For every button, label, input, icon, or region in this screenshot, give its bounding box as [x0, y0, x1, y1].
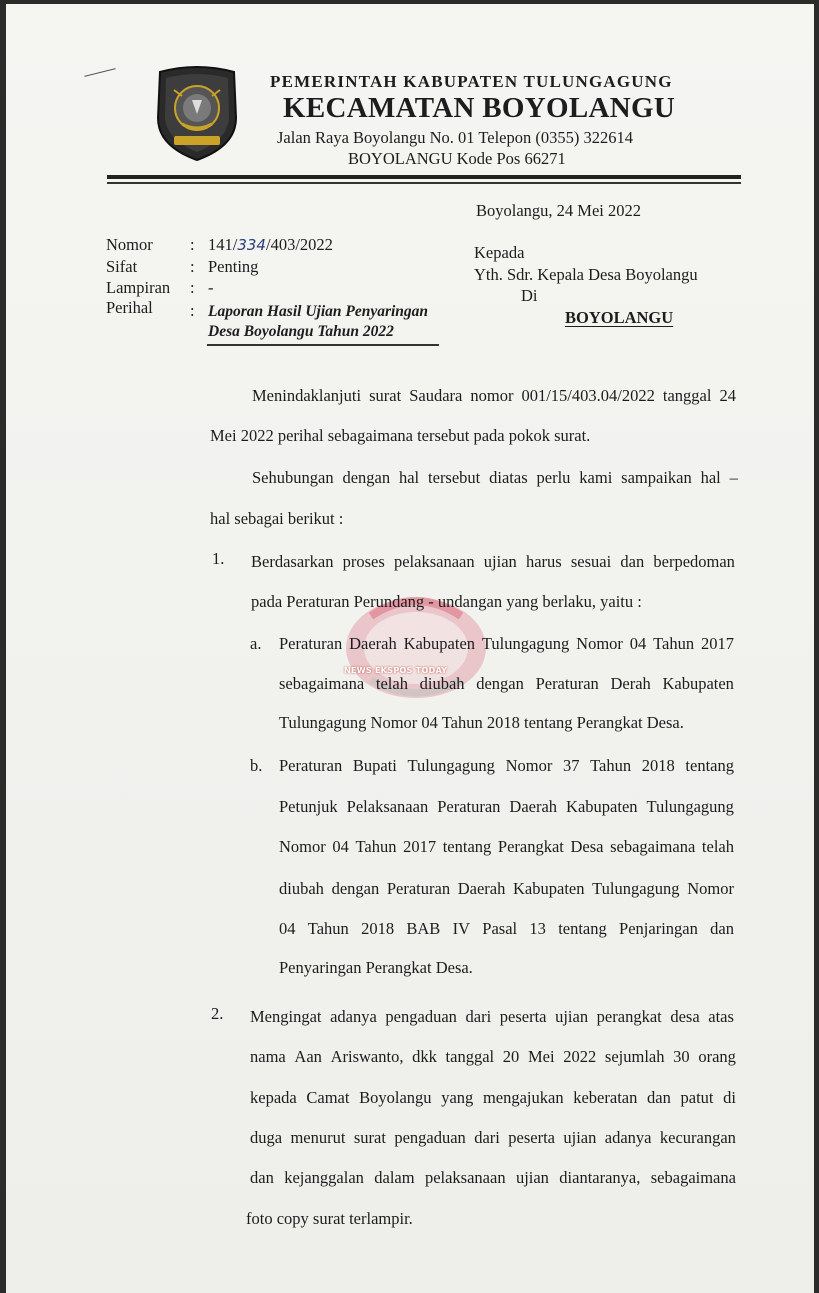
- word: 37: [562, 756, 580, 775]
- word: atas: [708, 1007, 734, 1026]
- word: 2017: [700, 634, 734, 653]
- word: Berdasarkan: [251, 552, 334, 571]
- sub-item-letter: a.: [250, 634, 262, 653]
- word: Boyolangu: [359, 1088, 432, 1107]
- word: nomor: [470, 386, 514, 405]
- letterhead-divider: [107, 175, 741, 179]
- word: Peraturan: [279, 756, 343, 775]
- word: telah: [375, 674, 408, 693]
- word: Petunjuk: [279, 797, 338, 816]
- perihal-line-2: Desa Boyolangu Tahun 2022: [208, 323, 394, 340]
- word: kecurangan: [659, 1128, 736, 1147]
- word: –: [729, 468, 738, 487]
- word: dan: [710, 919, 734, 938]
- word: Kabupaten: [403, 634, 476, 653]
- item-number: 1.: [212, 549, 225, 568]
- nomor-prefix: 141/: [208, 235, 238, 254]
- word: 001/15/403.04/2022: [521, 386, 655, 405]
- word: Tahun: [590, 756, 632, 775]
- word: ujian: [563, 1128, 597, 1147]
- word: Tulungagung: [646, 797, 734, 816]
- item2-line5: [250, 1168, 736, 1188]
- word: dengan: [331, 879, 380, 898]
- word: Peraturan: [437, 797, 501, 816]
- word: 13: [529, 919, 546, 938]
- b-line1: [279, 756, 734, 776]
- word: 30: [673, 1047, 690, 1066]
- nomor-handwritten: 334: [237, 236, 266, 254]
- word: tentang: [442, 837, 492, 856]
- word: sesuai: [570, 552, 612, 571]
- word: desa: [670, 1007, 700, 1026]
- watermark-text: NEWS EKSPOS TODAY: [344, 666, 448, 675]
- word: yang: [441, 1088, 474, 1107]
- word: diantaranya,: [559, 1168, 641, 1187]
- word: Nomor: [576, 634, 623, 653]
- word: dan: [647, 1088, 671, 1107]
- word: Kabupaten: [513, 879, 585, 898]
- word: 20: [502, 1047, 520, 1066]
- b-line6: Penyaringan Perangkat Desa.: [279, 958, 473, 977]
- sifat-label: Sifat: [106, 257, 138, 276]
- b-line2: [279, 797, 734, 817]
- word: 2018: [641, 756, 675, 775]
- word: tanggal: [662, 386, 712, 405]
- b-line4: [279, 879, 734, 899]
- word: dan: [250, 1168, 274, 1187]
- word: ujian: [515, 1168, 549, 1187]
- word: Aan: [294, 1047, 322, 1066]
- colon: :: [190, 278, 195, 297]
- word: ujian: [555, 1007, 589, 1026]
- word: 24: [719, 386, 736, 405]
- word: Desa: [570, 837, 604, 856]
- perihal-underline: [207, 344, 439, 346]
- word: patut: [680, 1088, 714, 1107]
- word: 04: [629, 634, 647, 653]
- word: dengan: [476, 674, 524, 693]
- word: dari: [465, 1007, 492, 1026]
- word: Tulungagung: [592, 879, 680, 898]
- word: diatas: [489, 468, 528, 487]
- word: pelaksanaan: [424, 1168, 506, 1187]
- office-address: Jalan Raya Boyolangu No. 01 Telepon (0355) 322614: [277, 128, 633, 147]
- word: nama: [250, 1047, 286, 1066]
- word: perangkat: [596, 1007, 662, 1026]
- word: sebagaimana: [650, 1168, 736, 1187]
- word: mengajukan: [482, 1088, 564, 1107]
- word: proses: [342, 552, 385, 571]
- place-date: Boyolangu, 24 Mei 2022: [476, 201, 641, 220]
- word: sebagaimana: [610, 837, 696, 856]
- word: tersebut: [428, 468, 481, 487]
- item1-line1: [251, 552, 735, 572]
- word: peserta: [508, 1128, 555, 1147]
- word: tentang: [558, 919, 607, 938]
- word: dan: [620, 552, 645, 571]
- word: Saudara: [409, 386, 463, 405]
- para1-line1: [252, 386, 736, 406]
- word: duga: [250, 1128, 283, 1147]
- word: Sehubungan: [252, 468, 334, 487]
- nomor-value: [208, 235, 333, 255]
- word: tentang: [685, 756, 734, 775]
- recipient-place: BOYOLANGU: [565, 308, 674, 327]
- word: 2018: [361, 919, 395, 938]
- word: peserta: [499, 1007, 547, 1026]
- word: di: [723, 1088, 736, 1107]
- word: Kabupaten: [566, 797, 638, 816]
- word: 04: [279, 919, 296, 938]
- recipient-di: Di: [521, 286, 538, 305]
- word: Tahun: [355, 837, 397, 856]
- para1-line2: Mei 2022 perihal sebagaimana tersebut pada pokok surat.: [210, 426, 591, 445]
- word: Perangkat: [497, 837, 564, 856]
- word: kepada: [250, 1088, 297, 1107]
- word: Daerah: [349, 634, 397, 653]
- lampiran-value: -: [208, 278, 214, 297]
- perihal-line-1: Laporan Hasil Ujian Penyaringan: [208, 303, 429, 320]
- word: Nomor: [505, 756, 553, 775]
- word: ujian: [483, 552, 517, 571]
- word: 2022: [563, 1047, 597, 1066]
- word: Tahun: [653, 634, 695, 653]
- word: Penjaringan: [619, 919, 698, 938]
- word: dalam: [374, 1168, 415, 1187]
- word: Tahun: [307, 919, 349, 938]
- word: pelaksanaan: [393, 552, 475, 571]
- word: Peraturan: [535, 674, 599, 693]
- recipient-name: Yth. Sdr. Kepala Desa Boyolangu: [474, 265, 698, 284]
- nomor-suffix: /403/2022: [265, 235, 333, 254]
- item-number: 2.: [211, 1004, 224, 1023]
- item1-line2: pada Peraturan Perundang - undangan yang berlaku, yaitu :: [251, 592, 642, 611]
- word: sejumlah: [604, 1047, 665, 1066]
- word: Kabupaten: [662, 674, 734, 693]
- a-line1: [279, 634, 734, 654]
- para2-line1: [252, 468, 738, 488]
- word: pengaduan: [385, 1007, 457, 1026]
- item2-line1: [250, 1007, 734, 1027]
- word: surat: [369, 386, 402, 405]
- word: Pasal: [482, 919, 518, 938]
- word: diubah: [279, 879, 324, 898]
- word: Tulungagung: [481, 634, 570, 653]
- office-name: KECAMATAN BOYOLANGU: [283, 92, 676, 124]
- word: Peraturan: [279, 634, 343, 653]
- word: Pelaksanaan: [346, 797, 429, 816]
- sifat-value: Penting: [208, 257, 259, 276]
- word: Nomor: [279, 837, 326, 856]
- office-postal: BOYOLANGU Kode Pos 66271: [348, 149, 566, 168]
- colon: :: [190, 301, 195, 320]
- word: kami: [579, 468, 613, 487]
- word: Daerah: [509, 797, 558, 816]
- b-line5: [279, 919, 734, 939]
- word: Mengingat: [250, 1007, 322, 1026]
- item2-line3: [250, 1088, 736, 1108]
- government-name: PEMERINTAH KABUPATEN TULUNGAGUNG: [270, 72, 673, 91]
- a-line2: [279, 674, 734, 694]
- word: BAB: [406, 919, 441, 938]
- nomor-label: Nomor: [106, 235, 153, 254]
- item2-line6: foto copy surat terlampir.: [246, 1209, 413, 1228]
- word: harus: [525, 552, 562, 571]
- word: 2017: [403, 837, 437, 856]
- word: 04: [332, 837, 349, 856]
- word: dkk: [412, 1047, 437, 1066]
- word: adanya: [330, 1007, 377, 1026]
- word: hal: [398, 468, 420, 487]
- word: menurut: [290, 1128, 346, 1147]
- word: Bupati: [352, 756, 397, 775]
- pencil-mark: [84, 68, 115, 77]
- word: pengaduan: [394, 1128, 466, 1147]
- word: Ariswanto,: [330, 1047, 404, 1066]
- word: hal: [700, 468, 721, 487]
- word: tanggal: [445, 1047, 495, 1066]
- word: Menindaklanjuti: [252, 386, 362, 405]
- word: kejanggalan: [284, 1168, 364, 1187]
- word: dengan: [342, 468, 391, 487]
- word: Camat: [306, 1088, 350, 1107]
- sub-item-letter: b.: [250, 756, 263, 775]
- word: IV: [452, 919, 470, 938]
- word: sebagaimana: [279, 674, 365, 693]
- word: diubah: [419, 674, 465, 693]
- word: Mei: [527, 1047, 555, 1066]
- word: Derah: [610, 674, 651, 693]
- word: dari: [474, 1128, 500, 1147]
- word: sampaikan: [621, 468, 692, 487]
- recipient-kepada: Kepada: [474, 243, 525, 262]
- para2-line2: hal sebagai berikut :: [210, 509, 344, 528]
- regency-emblem-icon: [152, 66, 242, 164]
- word: Daerah: [457, 879, 506, 898]
- word: orang: [698, 1047, 736, 1066]
- word: Peraturan: [386, 879, 451, 898]
- word: perlu: [536, 468, 571, 487]
- word: telah: [701, 837, 734, 856]
- word: Tulungagung: [407, 756, 495, 775]
- colon: :: [190, 257, 195, 276]
- a-line3: Tulungagung Nomor 04 Tahun 2018 tentang Perangkat Desa.: [279, 713, 684, 732]
- lampiran-label: Lampiran: [106, 278, 171, 297]
- perihal-label: Perihal: [106, 298, 153, 317]
- b-line3: [279, 837, 734, 857]
- word: adanya: [604, 1128, 652, 1147]
- letter-page: [6, 4, 814, 1293]
- word: surat: [353, 1128, 386, 1147]
- word: berpedoman: [653, 552, 735, 571]
- letterhead-divider-thin: [107, 182, 741, 184]
- colon: :: [190, 235, 195, 254]
- item2-line2: [250, 1047, 736, 1067]
- word: Nomor: [687, 879, 734, 898]
- item2-line4: [250, 1128, 736, 1148]
- word: keberatan: [573, 1088, 638, 1107]
